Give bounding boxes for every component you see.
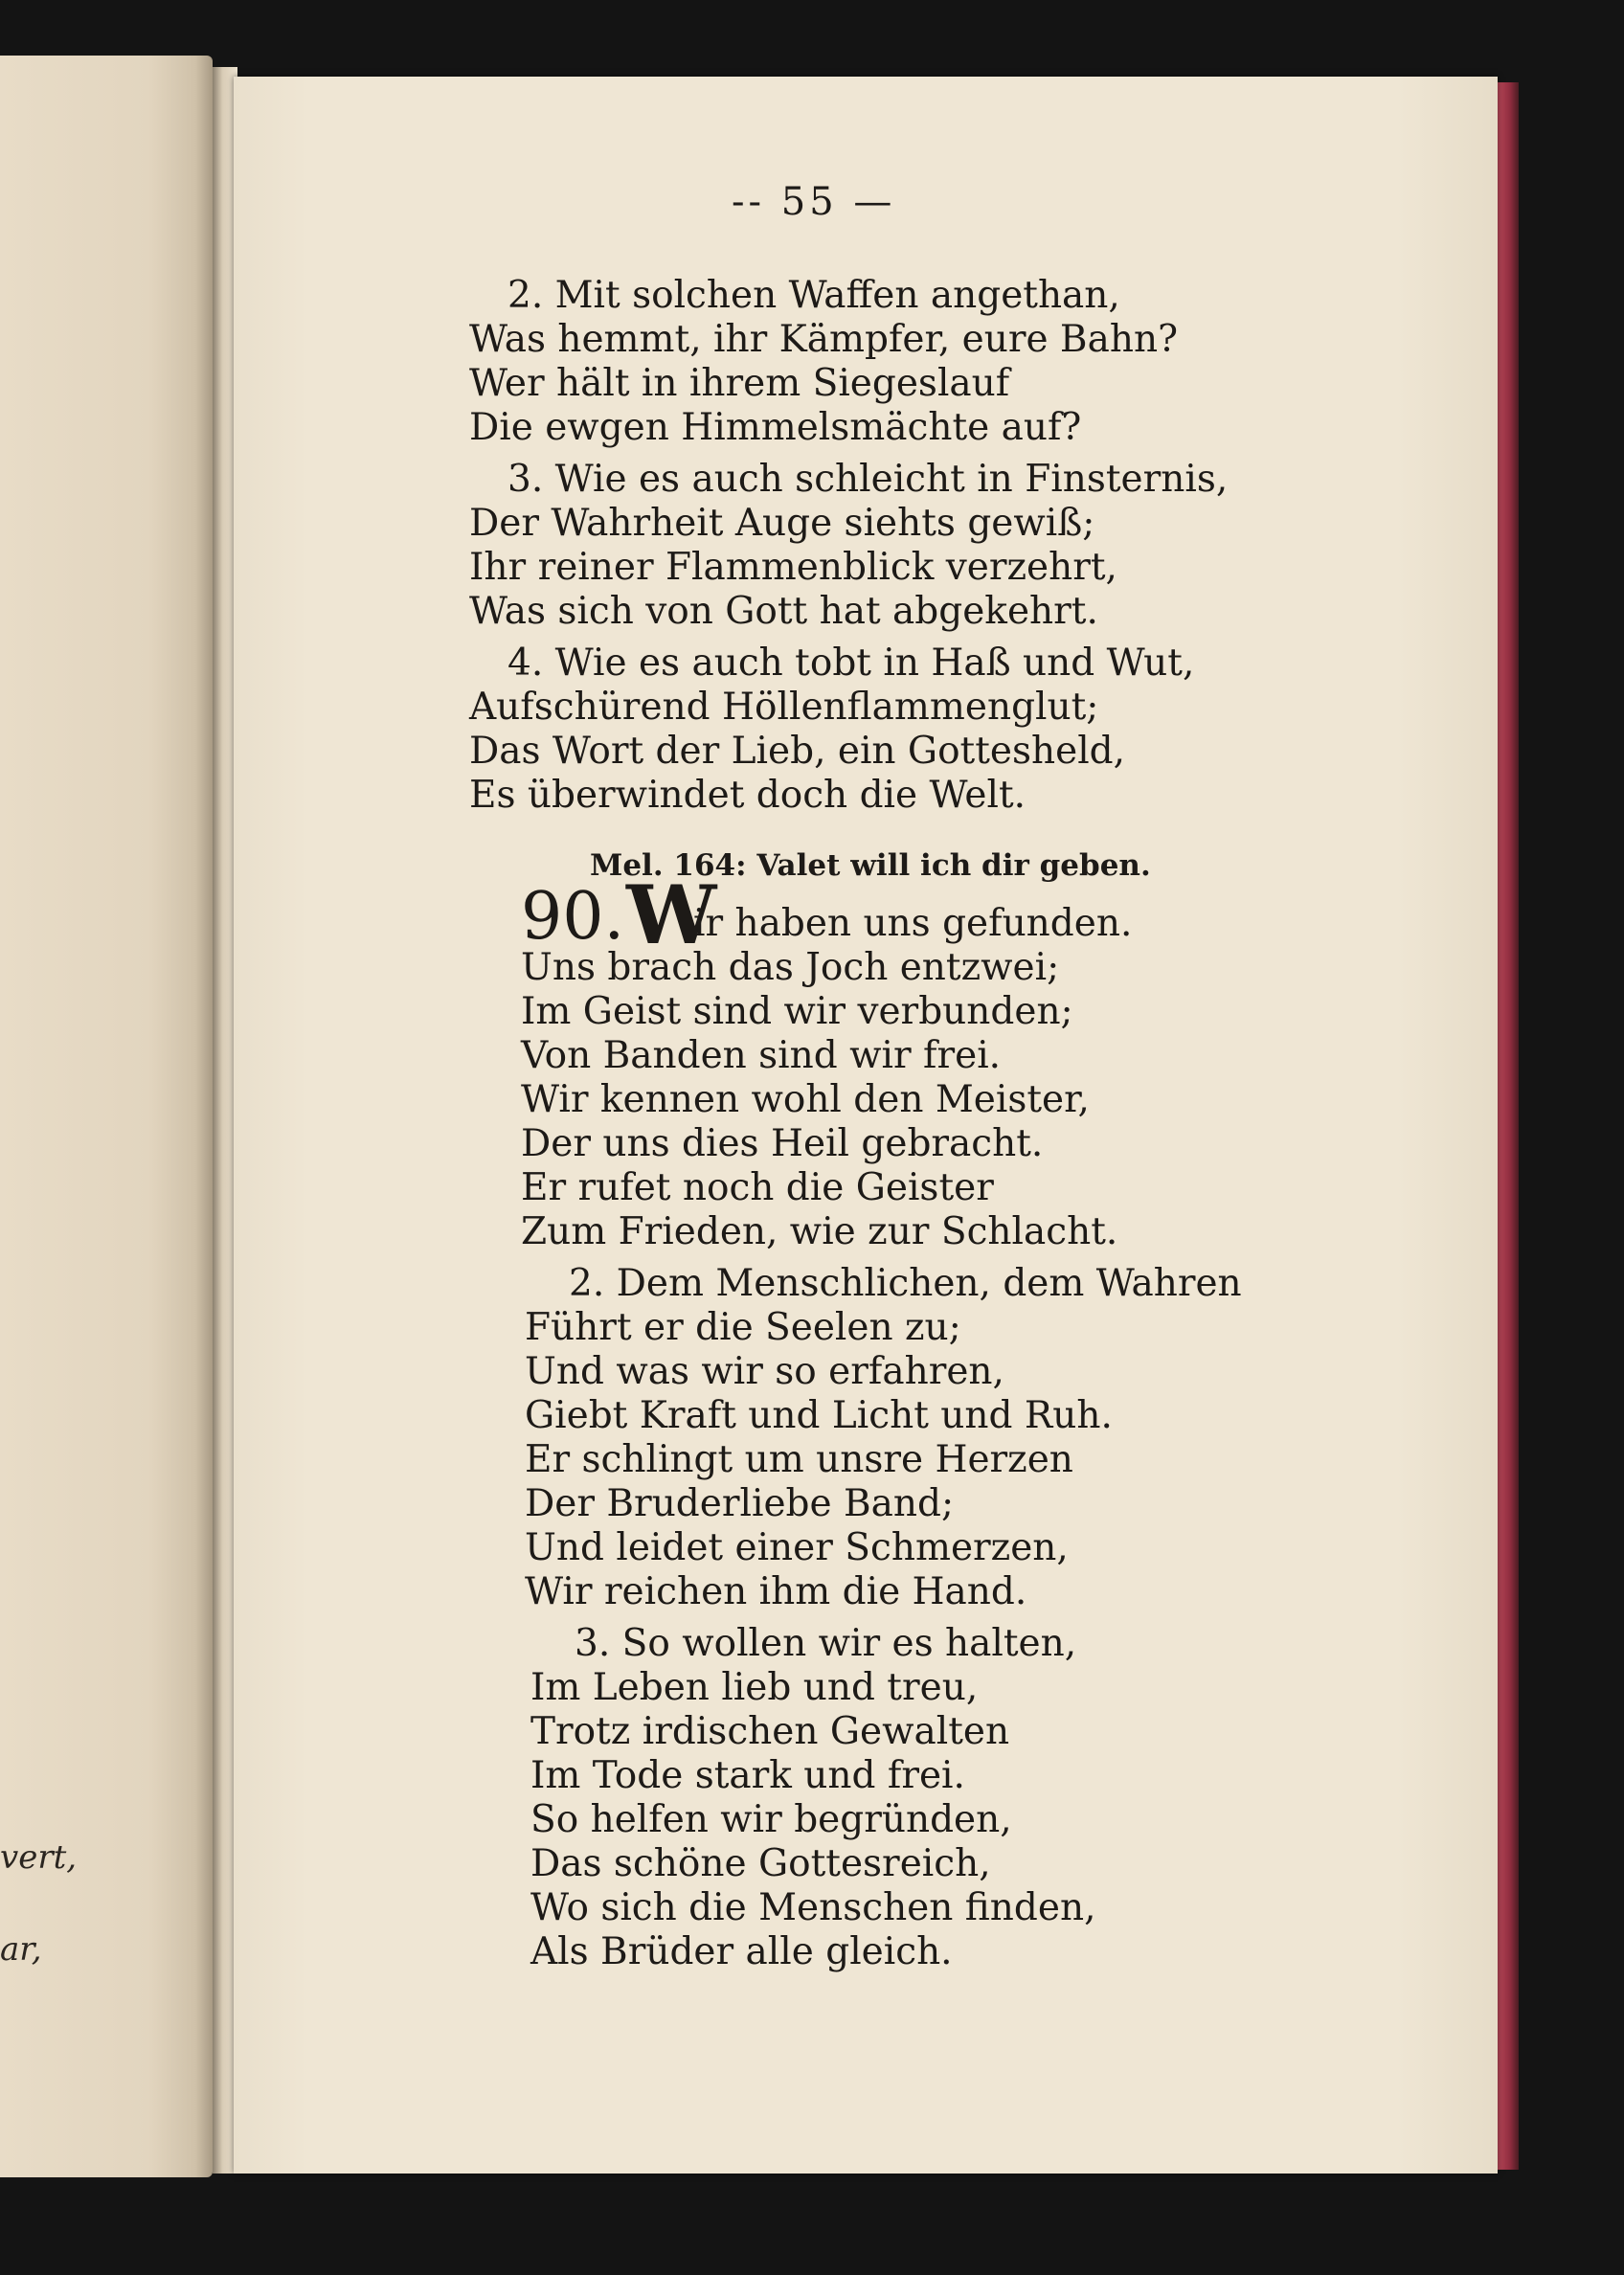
page-number: -- 55 — — [732, 180, 896, 224]
verse-line: Im Tode stark und frei. — [530, 1754, 965, 1797]
verse-line: Das schöne Gottesreich, — [530, 1842, 991, 1885]
verse-line: Es überwindet doch die Welt. — [469, 774, 1026, 817]
verse-line: 4. Wie es auch tobt in Haß und Wut, — [508, 642, 1195, 685]
verse-line: Aufschürend Höllenflammenglut; — [469, 686, 1099, 729]
left-page-fragment: ar, — [0, 1930, 42, 1969]
verse-line: Und leidet einer Schmerzen, — [525, 1526, 1069, 1569]
book-page — [234, 77, 1498, 2174]
verse-line: Das Wort der Lieb, ein Gottesheld, — [469, 730, 1126, 773]
left-facing-page — [0, 56, 213, 2177]
verse-line: Wer hält in ihrem Siegeslauf — [469, 362, 1010, 405]
page-text — [234, 77, 1498, 2174]
verse-line: 3. Wie es auch schleicht in Finsternis, — [508, 458, 1229, 501]
verse-line: Wo sich die Menschen finden, — [530, 1886, 1096, 1929]
melody-reference: Mel. 164: Valet will ich dir geben. — [590, 848, 1151, 883]
verse-line: Und was wir so erfahren, — [525, 1350, 1004, 1393]
drop-cap: W — [626, 867, 717, 962]
verse-line: ir haben uns gefunden. — [693, 902, 1133, 945]
verse-line: Der uns dies Heil gebracht. — [521, 1122, 1044, 1165]
hymn-number: 90. — [521, 879, 625, 955]
verse-line: Giebt Kraft und Licht und Ruh. — [525, 1394, 1113, 1437]
verse-line: 2. Mit solchen Waffen angethan, — [508, 274, 1120, 317]
verse-line: Von Banden sind wir frei. — [521, 1034, 1002, 1077]
verse-line: Wir kennen wohl den Meister, — [521, 1078, 1090, 1121]
verse-line: Er schlingt um unsre Herzen — [525, 1438, 1073, 1481]
verse-line: Uns brach das Joch entzwei; — [521, 946, 1060, 989]
verse-line: Er rufet noch die Geister — [521, 1166, 994, 1209]
verse-line: Ihr reiner Flammenblick verzehrt, — [469, 546, 1117, 589]
verse-line: Was hemmt, ihr Kämpfer, eure Bahn? — [469, 318, 1178, 361]
verse-line: Als Brüder alle gleich. — [530, 1930, 953, 1973]
verse-line: Trotz irdischen Gewalten — [530, 1710, 1010, 1753]
verse-line: Führt er die Seelen zu; — [525, 1306, 961, 1349]
verse-line: Die ewgen Himmelsmächte auf? — [469, 406, 1082, 449]
left-page-fragment: vert, — [0, 1838, 78, 1877]
verse-line: Was sich von Gott hat abgekehrt. — [469, 590, 1098, 633]
verse-line: Zum Frieden, wie zur Schlacht. — [521, 1210, 1118, 1253]
verse-line: 3. So wollen wir es halten, — [575, 1622, 1077, 1665]
page-edge — [1498, 82, 1519, 2170]
verse-line: So helfen wir begründen, — [530, 1798, 1012, 1841]
verse-line: Im Leben lieb und treu, — [530, 1666, 979, 1709]
verse-line: Im Geist sind wir verbunden; — [521, 990, 1073, 1033]
verse-line: Der Bruderliebe Band; — [525, 1482, 955, 1525]
verse-line: Wir reichen ihm die Hand. — [525, 1570, 1027, 1613]
verse-line: Der Wahrheit Auge siehts gewiß; — [469, 502, 1095, 545]
verse-line: 2. Dem Menschlichen, dem Wahren — [569, 1262, 1242, 1305]
